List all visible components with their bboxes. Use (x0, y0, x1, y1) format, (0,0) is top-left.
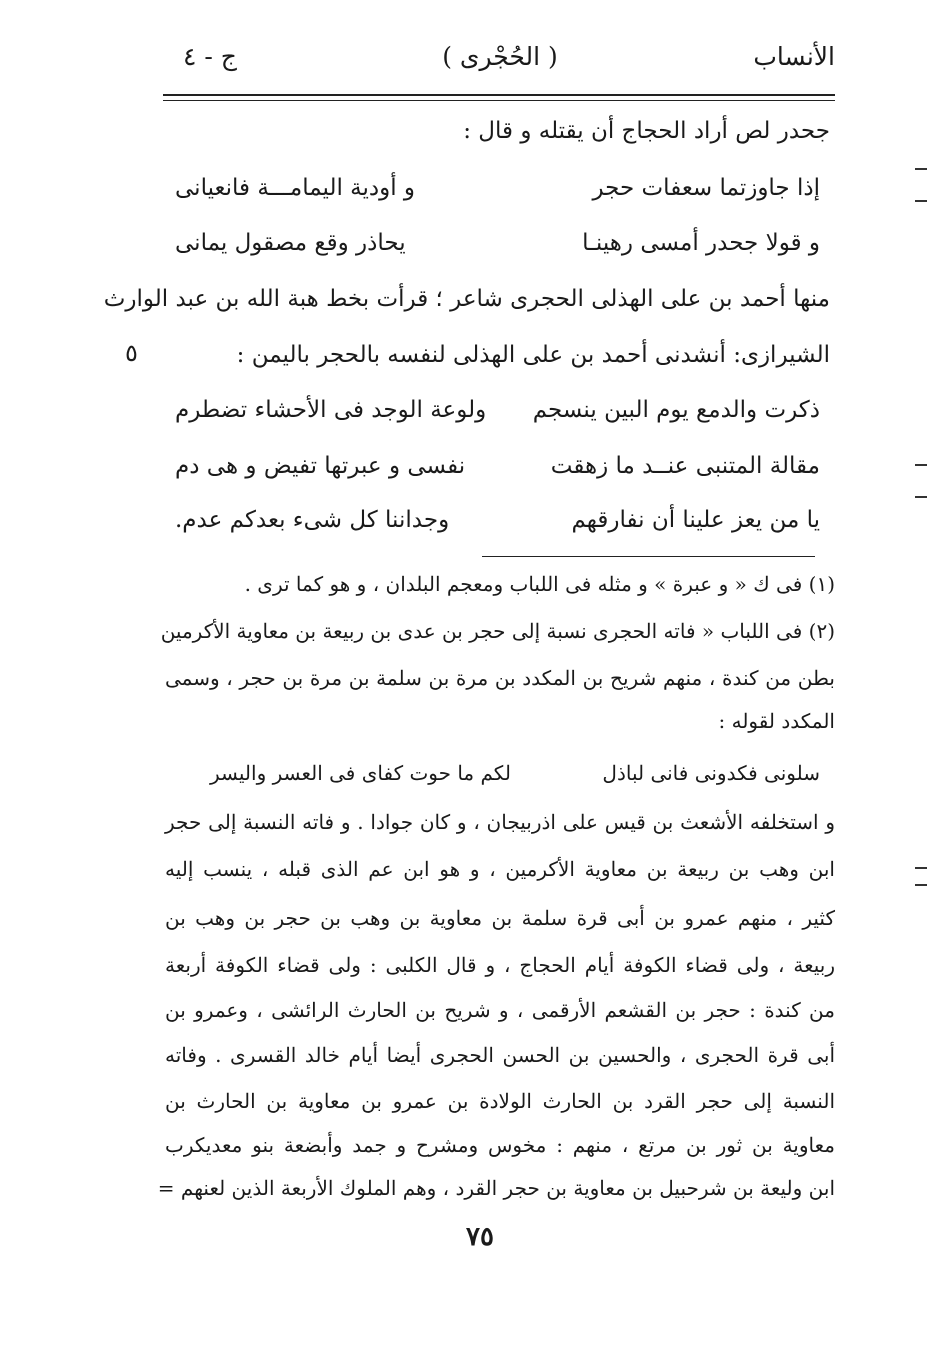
margin-line-number: ٥ (125, 339, 138, 367)
footnote-line: (١) فى ك « و عبرة » و مثله فى اللباب ومعجم البلدان ، و هو كما ترى . (244, 572, 835, 596)
running-header-volume: ج - ٤ (183, 42, 237, 71)
footnote-line: ربيعة ، ولى قضاء الكوفة أيام الحجاج ، و قال الكلبى : ولى قضاء الكوفة أربعة (165, 953, 835, 977)
footnote-line: ابن وهب بن ربيعة بن معاوية الأكرمين ، و هو ابن عم الذى قبله ، ينسب إليه (165, 857, 835, 881)
footnote-line: و استخلفه الأشعث بن قيس على اذربيجان ، و كان جوادا . و فاته النسبة إلى حجر (165, 810, 835, 834)
footnote-line: المكدد لقوله : (718, 709, 835, 733)
verse-line (175, 395, 820, 425)
verse-line (175, 505, 820, 535)
page-number: ٧٥ (466, 1222, 494, 1252)
verse-hemistich-second: و أودية اليمامـــة فانعيانى (175, 175, 416, 201)
footnote-line: معاوية بن ثور بن مرتع ، منهم : مخوس ومشرح و جمد وأبضعة بنو معديكرب (165, 1133, 835, 1157)
footnote-verse-first: سلونى فكدونى فانى لباذل (602, 761, 820, 785)
footnote-line: (٢) فى اللباب « فاته الحجرى نسبة إلى حجر بن عدى بن ربيعة بن معاوية الأكرمين (160, 619, 835, 643)
margin-tick (915, 496, 927, 498)
verse-hemistich-second: وجداننا كل شىء بعدكم عدم. (175, 507, 450, 533)
footnote-line: من كندة : حجر بن القشعم الأرقمى ، و شريح بن الحارث الرائشى ، وعمرو بن (165, 998, 835, 1022)
verse-hemistich-first: مقالة المتنبى عنــد ما زهقت (550, 453, 820, 479)
margin-tick (915, 464, 927, 466)
footnote-verse-second: لكم ما حوت كفاى فى العسر واليسر (210, 761, 511, 785)
body-line: جحدر لص أراد الحجاج أن يقتله و قال : (463, 118, 830, 144)
body-line: الشيرازى: أنشدنى أحمد بن على الهذلى لنفسه بالحجر باليمن : (236, 342, 830, 368)
verse-hemistich-second: يحاذر وقع مصقول يمانى (175, 230, 406, 256)
footnote-line: ابن وليعة بن شرحبيل بن معاوية بن حجر القرد ، وهم الملوك الأربعة الذين لعنهم = (157, 1176, 835, 1200)
margin-tick (915, 168, 927, 170)
verse-hemistich-second: نفسى و عبرتها تفيض و هى دم (175, 453, 466, 479)
verse-line (175, 451, 820, 481)
header-rule-thin (163, 100, 835, 101)
verse-hemistich-first: يا من يعز علينا أن نفارقهم (571, 507, 820, 533)
verse-hemistich-second: ولوعة الوجد فى الأحشاء تضطرم (175, 397, 487, 423)
running-header-book-title: الأنساب (753, 42, 835, 71)
footnote-verse (210, 759, 820, 787)
verse-hemistich-first: ذكرت والدمع يوم البين ينسجم (532, 397, 820, 423)
verse-line (175, 228, 820, 258)
footnote-rule (482, 556, 815, 557)
verse-hemistich-first: إذا جاوزتما سعفات حجر (592, 175, 820, 201)
footnote-line: كثير ، منهم عمرو بن أبى قرة سلمة بن معاوية بن وهب بن حجر بن وهب بن (165, 906, 835, 930)
margin-tick (915, 867, 927, 869)
footnote-line: أبى قرة الحجرى ، والحسين بن الحسن الحجرى أيضا أيام خالد القسرى . وفاته (165, 1043, 835, 1067)
header-rule-thick (163, 94, 835, 96)
verse-hemistich-first: و قولا جحدر أمسى رهينـا (582, 230, 820, 256)
verse-line (175, 173, 820, 203)
running-header-entry-title: ( الحُجْرى ) (442, 42, 558, 71)
footnote-line: بطن من كندة ، منهم شريح بن المكدد بن مرة بن سلمة بن مرة بن حجر ، وسمى (165, 666, 835, 690)
margin-tick (915, 884, 927, 886)
footnote-line: النسبة إلى حجر القرد بن الحارث الولادة بن عمرو بن معاوية بن الحارث بن (165, 1089, 835, 1113)
margin-tick (915, 200, 927, 202)
body-line: منها أحمد بن على الهذلى الحجرى شاعر ؛ قرأت بخط هبة الله بن عبد الوارث (103, 286, 830, 312)
